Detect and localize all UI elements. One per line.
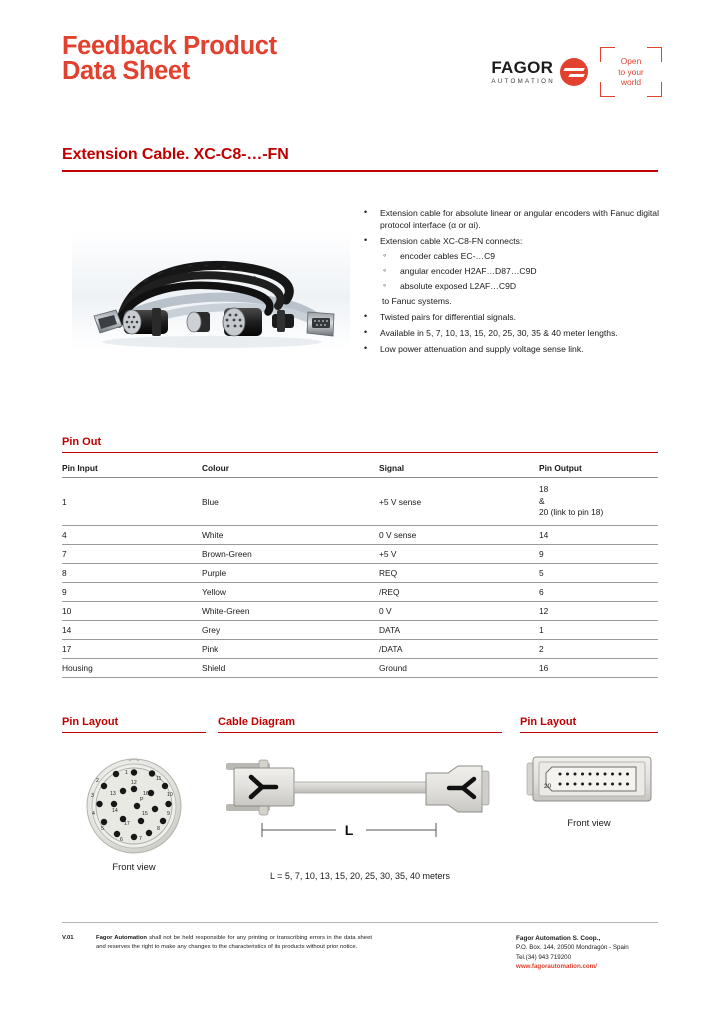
cell-signal: REQ xyxy=(379,563,539,582)
connector-circular-b xyxy=(187,312,210,332)
slogan-line2: to your xyxy=(618,66,644,77)
cell-pin-input: Housing xyxy=(62,658,202,677)
svg-text:14: 14 xyxy=(112,808,118,815)
document-title-line1: Feedback Product xyxy=(62,32,277,60)
table-row xyxy=(62,582,658,601)
svg-text:15: 15 xyxy=(142,811,148,818)
footer-divider xyxy=(62,922,658,923)
cell-colour: Blue xyxy=(202,478,379,526)
feature-item xyxy=(358,208,663,231)
cell-pin-output: 9 xyxy=(539,544,658,563)
svg-text:1: 1 xyxy=(125,770,128,777)
column-header-colour: Colour xyxy=(202,460,379,478)
document-version: V.01 xyxy=(62,935,74,941)
feature-text: Available in 5, 7, 10, 13, 15, 20, 25, 30, 35 & 40 meter lengths. xyxy=(380,328,618,339)
rect-connector-wrap xyxy=(520,751,658,817)
feature-text: Extension cable for absolute linear or angular encoders with Fanuc digital protocol interface (α or αi). xyxy=(380,208,659,230)
svg-text:8: 8 xyxy=(157,826,160,833)
svg-text:9: 9 xyxy=(167,811,170,818)
pinout-section xyxy=(62,436,658,678)
table-row xyxy=(62,620,658,639)
cable-schematic-wrap xyxy=(218,751,502,857)
cable-schematic xyxy=(218,751,502,857)
feature-subitem-text: angular encoder H2AF…D87…C9D xyxy=(400,265,537,276)
feature-subitem-text: encoder cables EC-…C9 xyxy=(400,250,496,261)
connector-left xyxy=(226,760,294,815)
panel-pin-layout-right xyxy=(520,716,658,828)
cable-body xyxy=(294,782,426,793)
document-title-line2: Data Sheet xyxy=(62,57,190,85)
feature-tail-text: to Fanuc systems. xyxy=(382,296,452,307)
column-header-pin-input: Pin Input xyxy=(62,460,202,478)
footer-disclaimer xyxy=(62,934,372,952)
feature-list xyxy=(358,208,663,360)
cell-signal: 0 V xyxy=(379,601,539,620)
table-row xyxy=(62,601,658,620)
circular-connector-diagram xyxy=(79,751,189,861)
cell-pin-input: 17 xyxy=(62,639,202,658)
cell-line: 18 xyxy=(539,484,549,495)
corner-bracket-icon xyxy=(600,47,615,62)
disclaimer-text: shall not be held responsible for any printing or transcribing errors in the data sheet and reserves the right to make any changes to the characteristics of its products without prior notice. xyxy=(96,935,372,951)
cell-pin-output: 14 xyxy=(539,525,658,544)
pin-layout-right-caption: Front view xyxy=(567,817,611,829)
pinout-table xyxy=(62,460,658,678)
fagor-logo xyxy=(491,46,662,98)
cell-colour: Brown-Green xyxy=(202,544,379,563)
cell-pin-output: 1 xyxy=(539,620,658,639)
cell-signal: DATA xyxy=(379,620,539,639)
svg-text:2: 2 xyxy=(96,778,99,785)
svg-text:6: 6 xyxy=(120,837,123,844)
cell-pin-input: 1 xyxy=(62,478,202,526)
pin-layout-right-body xyxy=(520,751,658,828)
cable-diagram-rule xyxy=(218,732,502,733)
footer-company-name: Fagor Automation S. Coop., xyxy=(516,935,601,942)
cell-pin-output xyxy=(539,478,658,526)
panel-cable-diagram xyxy=(218,716,502,881)
table-row xyxy=(62,478,658,526)
product-photo xyxy=(72,232,350,350)
product-title-rule xyxy=(62,170,658,172)
feature-text: Twisted pairs for differential signals. xyxy=(380,312,516,323)
svg-text:7: 7 xyxy=(139,836,142,843)
cable-diagram-heading: Cable Diagram xyxy=(218,716,296,728)
slogan-box xyxy=(600,47,662,97)
corner-bracket-icon xyxy=(647,82,662,97)
cell-colour: White xyxy=(202,525,379,544)
svg-text:17: 17 xyxy=(124,821,130,828)
svg-text:3: 3 xyxy=(91,793,94,800)
pin-layout-right-heading: Pin Layout xyxy=(520,716,577,728)
connector-circular-c xyxy=(223,308,262,336)
footer-phone: Tel.(34) 943 719200 xyxy=(516,953,572,961)
cell-colour: Purple xyxy=(202,563,379,582)
pin-layout-left-heading: Pin Layout xyxy=(62,716,119,728)
feature-item xyxy=(358,312,663,324)
pin-layout-right-rule xyxy=(520,732,658,733)
svg-text:12: 12 xyxy=(131,780,137,787)
slogan-text xyxy=(618,56,644,88)
corner-bracket-icon xyxy=(647,47,662,62)
cell-pin-input: 10 xyxy=(62,601,202,620)
slogan-line1: Open xyxy=(620,56,642,67)
feature-item xyxy=(358,328,663,340)
cell-pin-input: 8 xyxy=(62,563,202,582)
cell-pin-output: 12 xyxy=(539,601,658,620)
feature-subitem xyxy=(380,266,663,278)
table-row xyxy=(62,639,658,658)
fagor-wordmark xyxy=(491,59,555,85)
cell-pin-output: 5 xyxy=(539,563,658,582)
cell-pin-input: 14 xyxy=(62,620,202,639)
fagor-brand-name: FAGOR xyxy=(491,58,554,77)
pin-layout-left-body xyxy=(62,751,206,872)
cell-colour: Yellow xyxy=(202,582,379,601)
svg-text:5: 5 xyxy=(101,826,104,833)
pinout-heading-rule xyxy=(62,452,658,453)
svg-text:13: 13 xyxy=(110,791,116,798)
svg-text:16: 16 xyxy=(143,791,149,798)
footer-address: P.O. Box. 144, 20500 Mondragón - Spain xyxy=(516,944,629,952)
connector-dsub-right xyxy=(307,312,334,336)
document-title xyxy=(62,34,277,84)
svg-text:4: 4 xyxy=(92,811,95,818)
table-row xyxy=(62,525,658,544)
cable-product-image xyxy=(72,232,350,350)
table-header-row xyxy=(62,460,658,478)
circular-connector-wrap xyxy=(62,751,206,861)
pin-layout-left-caption: Front view xyxy=(112,861,156,873)
feature-item xyxy=(358,344,663,356)
product-title: Extension Cable. XC-C8-…-FN xyxy=(62,146,289,163)
cell-line: & xyxy=(539,495,545,506)
slogan-line3: world xyxy=(620,77,641,88)
feature-text: Extension cable XC-C8-FN connects: xyxy=(380,235,523,246)
cell-colour: White-Green xyxy=(202,601,379,620)
panel-pin-layout-left xyxy=(62,716,206,872)
feature-subitem xyxy=(380,251,663,263)
dimension-label-L: L xyxy=(344,822,354,839)
feature-text: Low power attenuation and supply voltage sense link. xyxy=(380,344,584,355)
pinout-table-body xyxy=(62,478,658,678)
cell-pin-input: 7 xyxy=(62,544,202,563)
disclaimer-company-name: Fagor Automation xyxy=(96,935,147,941)
cell-line: 20 (link to pin 18) xyxy=(539,507,604,518)
connector-circular-a xyxy=(123,308,168,336)
svg-text:11: 11 xyxy=(156,776,162,783)
cell-colour: Pink xyxy=(202,639,379,658)
page-header xyxy=(62,34,662,114)
fagor-brand-subtitle: AUTOMATION xyxy=(491,78,555,85)
cell-colour: Grey xyxy=(202,620,379,639)
cell-signal: 0 V sense xyxy=(379,525,539,544)
cell-signal: /DATA xyxy=(379,639,539,658)
product-title-section xyxy=(62,146,658,172)
table-row xyxy=(62,658,658,677)
rectangular-connector-diagram xyxy=(522,751,656,817)
fagor-circle-arrow-icon xyxy=(560,58,588,86)
feature-subitem-text: absolute exposed L2AF…C9D xyxy=(400,280,517,291)
column-header-pin-output: Pin Output xyxy=(539,460,658,478)
cell-signal: +5 V xyxy=(379,544,539,563)
footer-contact xyxy=(516,934,696,972)
rect-connector-pin-label: 20 xyxy=(544,783,552,791)
table-row xyxy=(62,563,658,582)
disclaimer-body xyxy=(96,934,372,952)
svg-text:10: 10 xyxy=(167,792,173,799)
cable-length-caption: L = 5, 7, 10, 13, 15, 20, 25, 30, 35, 40 meters xyxy=(269,871,451,882)
feature-item xyxy=(358,236,663,308)
pinout-heading: Pin Out xyxy=(62,436,102,448)
cell-colour: Shield xyxy=(202,658,379,677)
cell-pin-input: 4 xyxy=(62,525,202,544)
feature-subitem xyxy=(380,281,663,293)
corner-bracket-icon xyxy=(600,82,615,97)
cell-pin-output: 16 xyxy=(539,658,658,677)
cable-diagram-body xyxy=(218,751,502,881)
svg-text:P: P xyxy=(140,797,144,804)
connector-right xyxy=(426,766,489,812)
footer-website-link[interactable]: www.fagorautomation.com/ xyxy=(516,963,597,971)
cell-signal: /REQ xyxy=(379,582,539,601)
cell-pin-output: 2 xyxy=(539,639,658,658)
cell-pin-input: 9 xyxy=(62,582,202,601)
cell-pin-output: 6 xyxy=(539,582,658,601)
pin-layout-left-rule xyxy=(62,732,206,733)
table-row xyxy=(62,544,658,563)
cell-signal: +5 V sense xyxy=(379,478,539,526)
cell-signal: Ground xyxy=(379,658,539,677)
column-header-signal: Signal xyxy=(379,460,539,478)
